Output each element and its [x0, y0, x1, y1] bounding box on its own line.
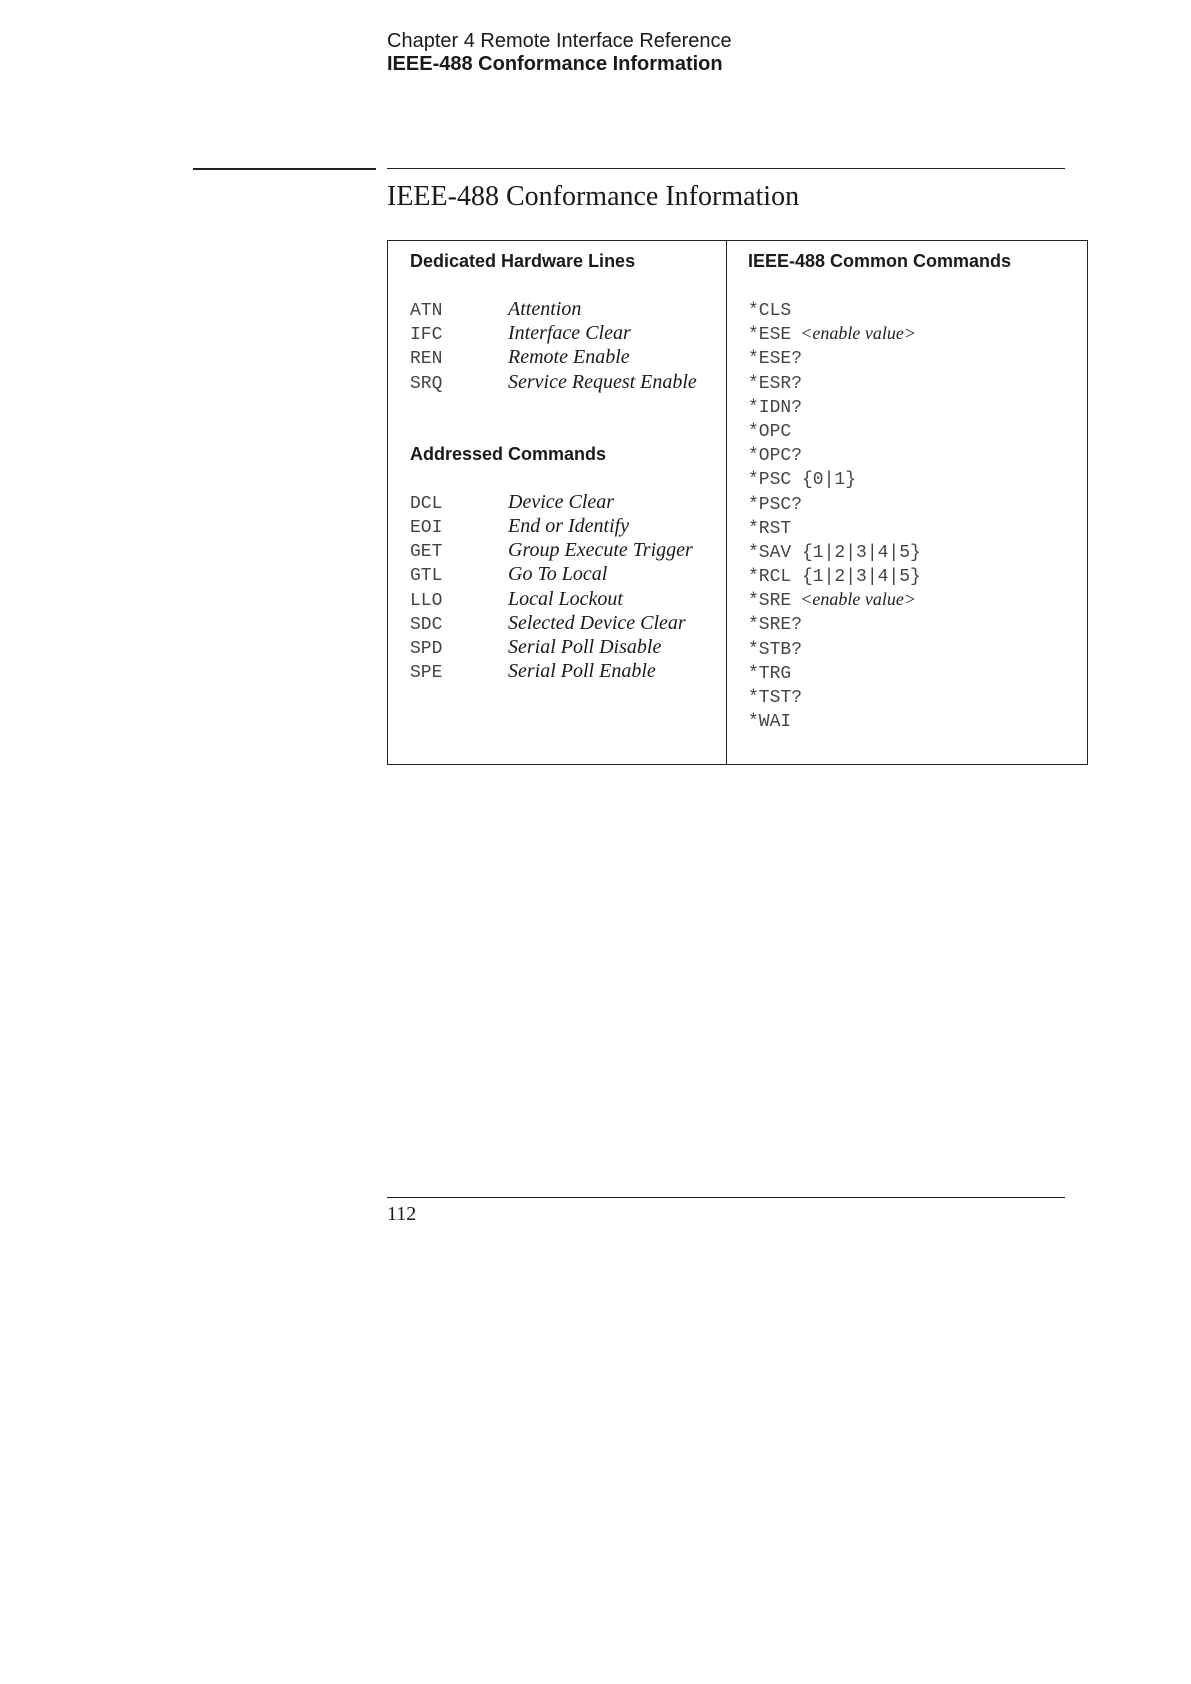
table-row: [748, 466, 1078, 490]
mnemonic: DCL: [410, 493, 443, 514]
command: *PSC?: [748, 494, 803, 515]
mnemonic: GET: [410, 542, 443, 563]
command: *OPC?: [748, 446, 803, 467]
table-row: [748, 442, 1078, 466]
left-column: [410, 249, 720, 683]
table-row: [410, 321, 720, 345]
description: Service Request Enable: [508, 370, 697, 393]
table-row: [410, 659, 720, 683]
table-row: [748, 370, 1078, 394]
mnemonic: IFC: [410, 325, 443, 346]
table-row: [748, 563, 1078, 587]
command: *IDN?: [748, 397, 803, 418]
footer-rule: [387, 1197, 1065, 1198]
description: Device Clear: [508, 490, 615, 513]
command: *TST?: [748, 688, 803, 708]
description: Go To Local: [508, 563, 608, 586]
command: *ESR?: [748, 373, 803, 394]
command-argument: <enable value>: [800, 589, 916, 610]
mnemonic: ATN: [410, 301, 443, 321]
command: *SRE?: [748, 615, 803, 636]
table-row: [410, 370, 720, 394]
hardware-lines-list: [410, 297, 720, 394]
mnemonic: EOI: [410, 517, 443, 538]
table-row: [410, 562, 720, 586]
mnemonic: SRQ: [410, 373, 443, 394]
command: *SAV {1|2|3|4|5}: [748, 542, 921, 563]
table-row: [410, 635, 720, 659]
table-row: [410, 345, 720, 369]
mnemonic: SPD: [410, 638, 443, 659]
table-row: [748, 684, 1078, 708]
table-row: [748, 394, 1078, 418]
description: Group Execute Trigger: [508, 539, 693, 562]
table-row: [748, 636, 1078, 660]
description: End or Identify: [508, 514, 630, 537]
command: *WAI: [748, 712, 792, 733]
page-number: 112: [387, 1203, 417, 1225]
addressed-commands-heading: Addressed Commands: [410, 443, 607, 464]
hardware-lines-heading: Dedicated Hardware Lines: [410, 251, 636, 271]
command: *OPC: [748, 421, 792, 442]
description: Remote Enable: [508, 346, 630, 369]
table-row: [748, 611, 1078, 635]
table-row: [748, 297, 1078, 321]
common-commands-heading: IEEE-488 Common Commands: [748, 251, 1012, 271]
table-row: [410, 297, 720, 321]
table-row: [410, 587, 720, 611]
description: Selected Device Clear: [508, 611, 686, 634]
title-rule-right: [387, 168, 1065, 169]
mnemonic: LLO: [410, 590, 443, 611]
command: *ESE?: [748, 349, 803, 370]
description: Serial Poll Disable: [508, 635, 662, 658]
description: Attention: [508, 298, 582, 320]
mnemonic: SDC: [410, 614, 443, 635]
table-row: [748, 515, 1078, 539]
command: *STB?: [748, 639, 803, 660]
description: Interface Clear: [508, 322, 631, 345]
chapter-heading: Chapter 4 Remote Interface Reference: [387, 30, 732, 52]
command-argument: <enable value>: [800, 323, 916, 344]
column-divider: [726, 241, 727, 764]
description: Local Lockout: [508, 587, 623, 610]
command: *CLS: [748, 301, 792, 321]
table-row: [748, 708, 1078, 732]
command: *TRG: [748, 663, 792, 684]
section-heading: IEEE-488 Conformance Information: [387, 53, 723, 75]
command: *SRE: [748, 591, 792, 612]
table-row: [748, 345, 1078, 369]
table-row: [748, 418, 1078, 442]
conformance-table: [387, 240, 1088, 765]
table-row: [410, 538, 720, 562]
common-commands-list: [748, 297, 1078, 732]
right-column: [748, 249, 1078, 732]
page-title: IEEE-488 Conformance Information: [387, 181, 800, 212]
command: *PSC {0|1}: [748, 470, 857, 491]
table-row: [748, 321, 1078, 345]
command: *RCL {1|2|3|4|5}: [748, 567, 921, 588]
table-row: [410, 611, 720, 635]
table-row: [748, 660, 1078, 684]
running-head: [387, 30, 732, 76]
command: *ESE: [748, 325, 792, 346]
table-row: [748, 587, 1078, 611]
title-rule-left: [193, 168, 376, 170]
table-row: [410, 514, 720, 538]
command: *RST: [748, 518, 792, 539]
table-row: [748, 491, 1078, 515]
description: Serial Poll Enable: [508, 660, 656, 683]
mnemonic: GTL: [410, 566, 443, 587]
addressed-commands-list: [410, 490, 720, 684]
table-row: [748, 539, 1078, 563]
mnemonic: REN: [410, 349, 443, 370]
table-row: [410, 490, 720, 514]
mnemonic: SPE: [410, 663, 443, 684]
